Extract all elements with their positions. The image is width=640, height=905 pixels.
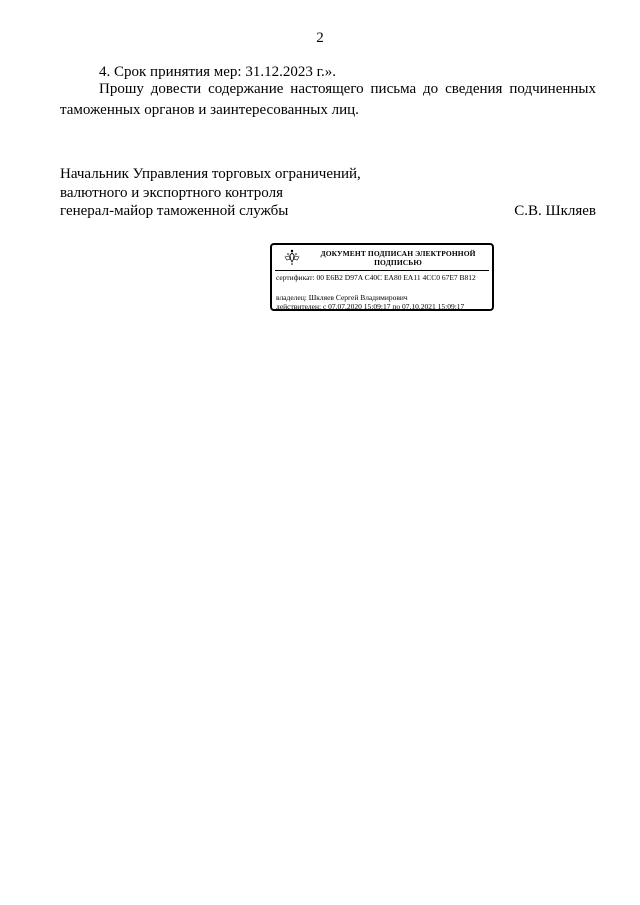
stamp-owner: владелец: Шкляев Сергей Владимирович [276, 293, 408, 302]
request-paragraph: Прошу довести содержание настоящего письма до сведения подчиненных таможенных органов и заинтересованных лиц. [60, 81, 596, 118]
signer-position-line-2: валютного и экспортного контроля [60, 185, 283, 201]
emblem-icon [281, 248, 303, 266]
electronic-signature-stamp [270, 243, 494, 311]
deadline-paragraph: 4. Срок принятия мер: 31.12.2023 г.». [99, 64, 337, 80]
stamp-title: ДОКУМЕНТ ПОДПИСАН ЭЛЕКТРОННОЙ ПОДПИСЬЮ [320, 249, 476, 267]
signer-position-line-3: генерал-майор таможенной службы [60, 203, 289, 219]
stamp-divider [275, 270, 489, 271]
page-number: 2 [316, 30, 324, 46]
stamp-certificate: сертификат: 00 E6B2 D97A C40C EA80 EA11 4CC0 67E7 B812 [276, 273, 476, 282]
stamp-validity: действителен: с 07.07.2020 15:09:17 по 07.10.2021 15:09:17 [276, 302, 465, 311]
signer-position-line-1: Начальник Управления торговых ограничений, [60, 166, 361, 182]
signer-name: С.В. Шкляев [514, 203, 596, 219]
